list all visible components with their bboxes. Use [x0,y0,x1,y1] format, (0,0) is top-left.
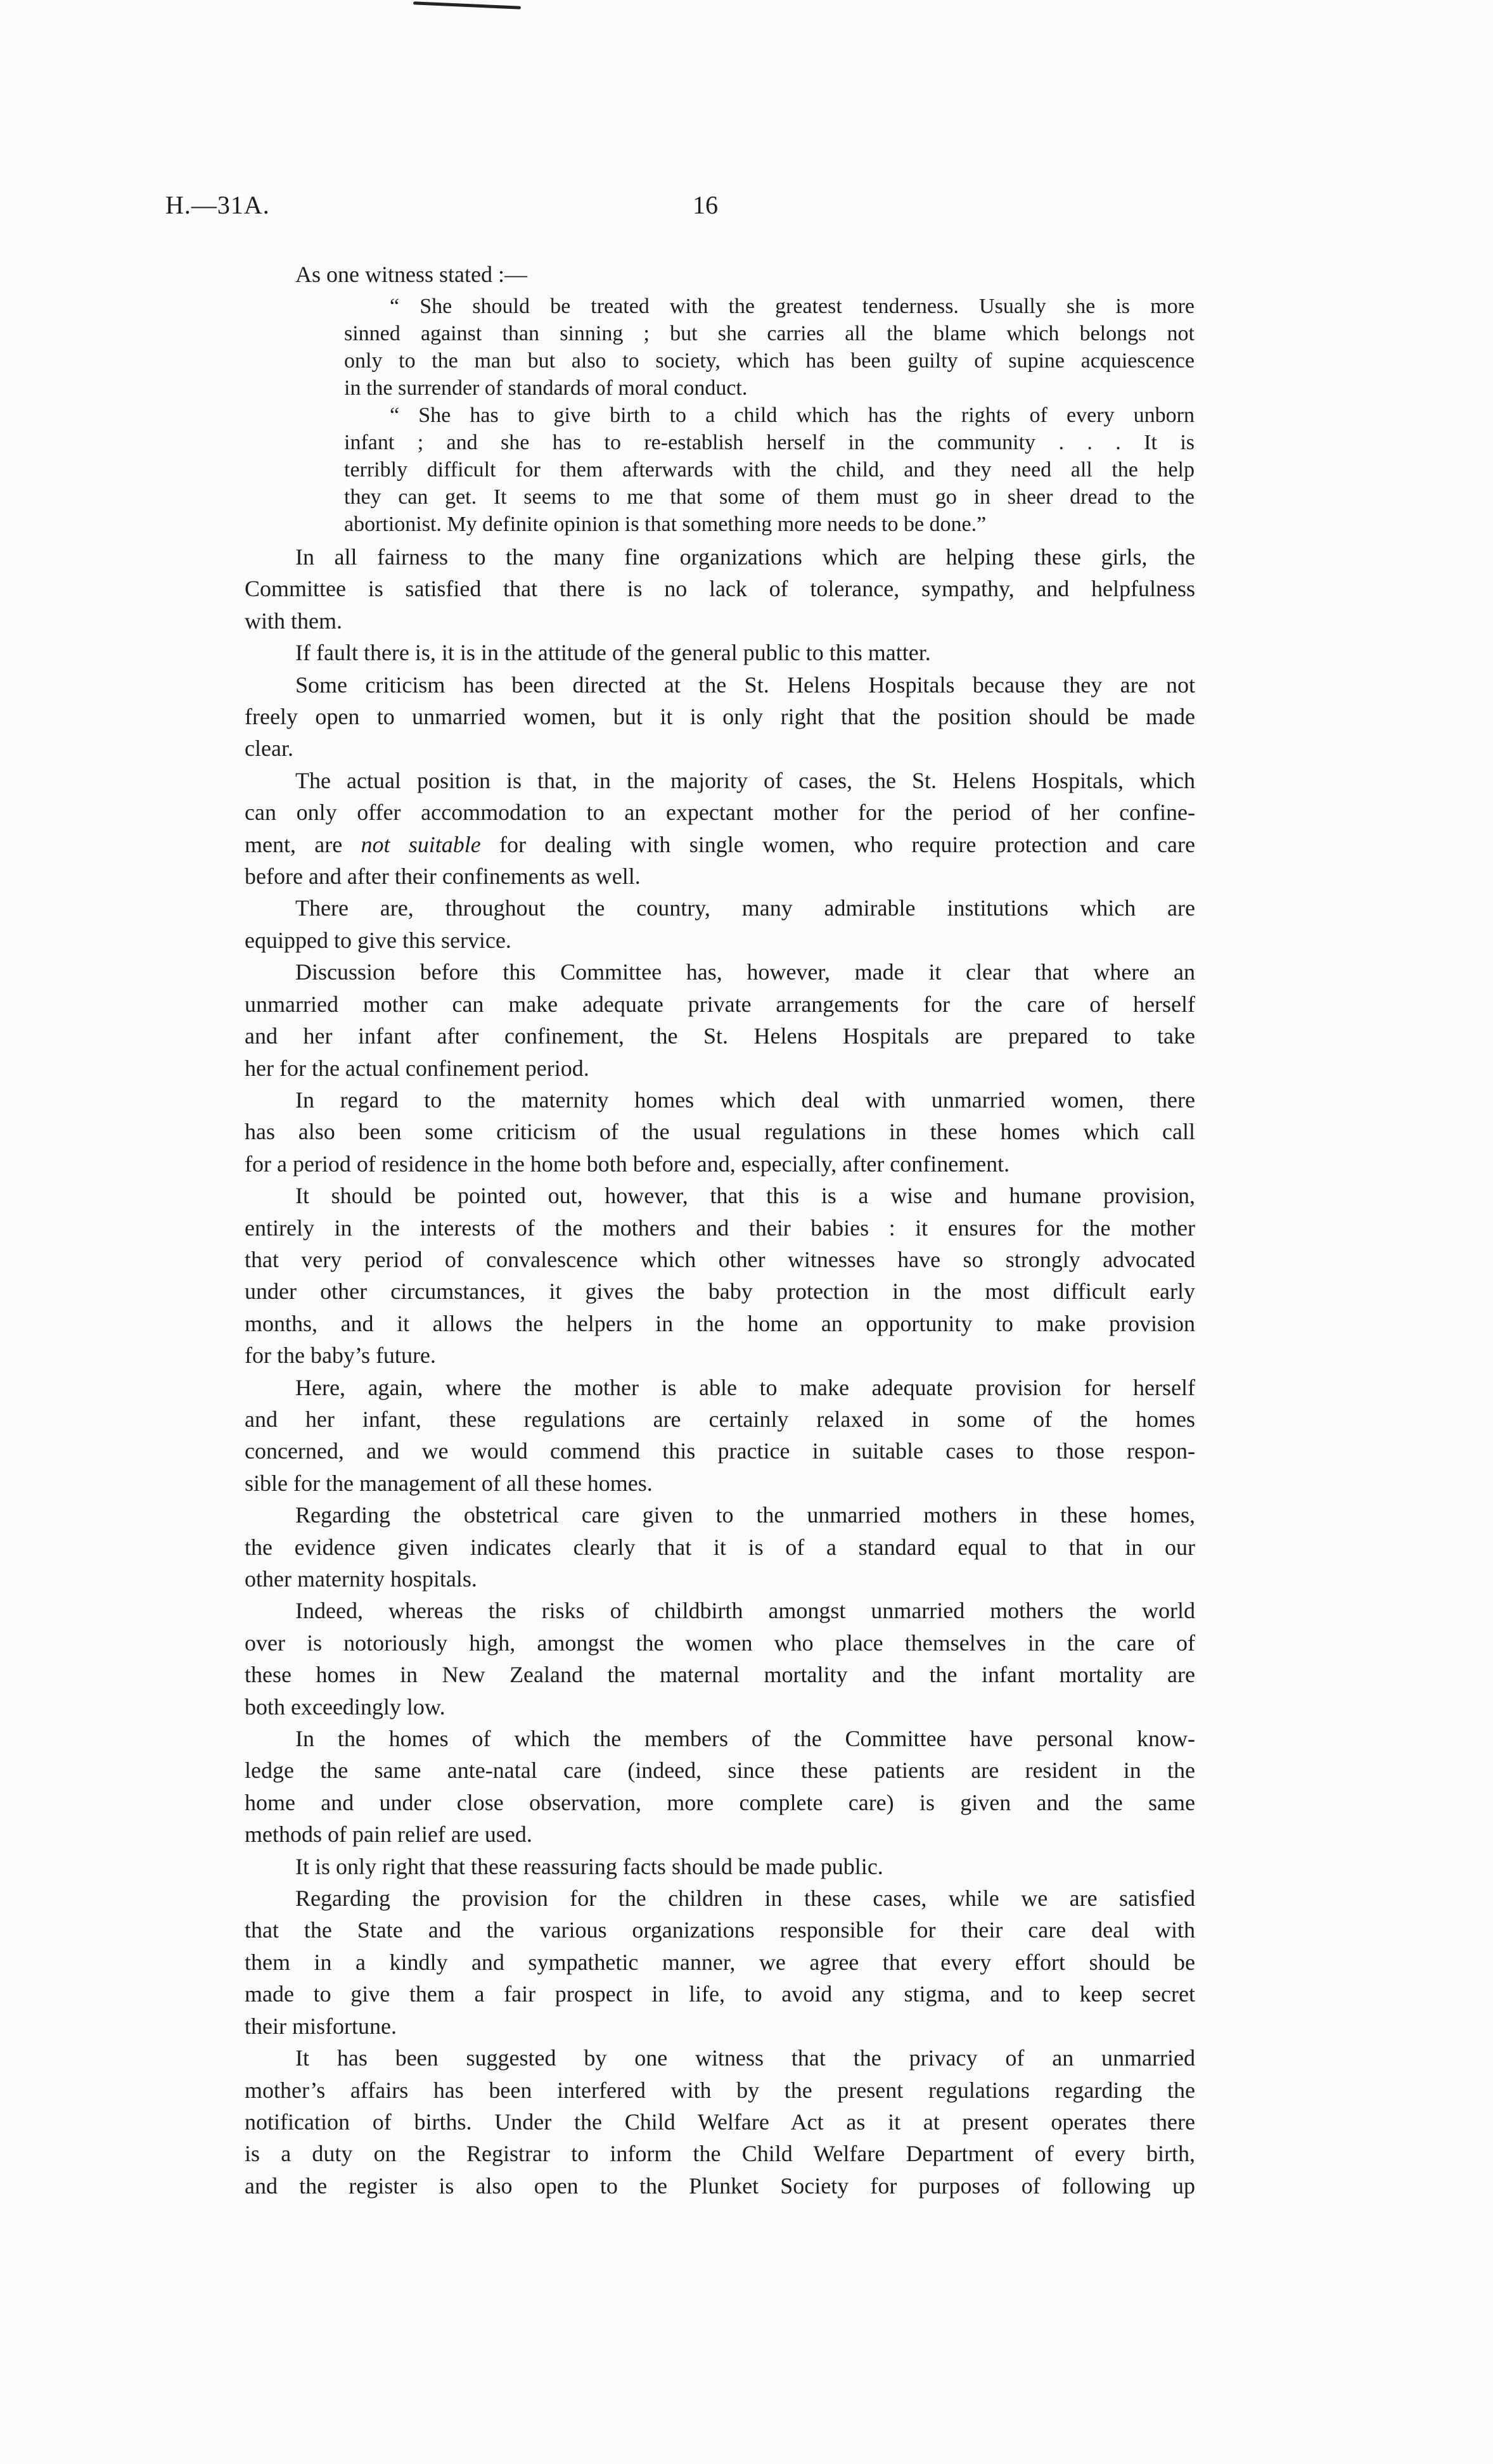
body-paragraph [245,765,1195,893]
body-paragraph [245,1882,1195,2042]
quote-line: terribly difficult for them afterwards with the child, and they need all the help [344,458,1195,482]
quote-line: infant ; and she has to re-establish herself in the community . . . It is [344,431,1195,454]
body-line: both exceedingly low. [245,1694,445,1720]
body-line: them in a kindly and sympathetic manner, we agree that every effort should be [245,1949,1195,1975]
quote-line: “ She should be treated with the greatest tenderness. Usually she is more [390,295,1195,318]
body-line: the evidence given indicates clearly that it is of a standard equal to that in our [245,1534,1195,1560]
body-line: mother’s affairs has been interfered with by the present regulations regarding the [245,2077,1195,2103]
body-line: with them. [245,608,342,634]
body-paragraph [245,1084,1195,1180]
body-line: It should be pointed out, however, that this is a wise and humane provision, [295,1183,1195,1209]
body-line: There are, throughout the country, many admirable institutions which are [295,895,1195,921]
body-line: entirely in the interests of the mothers and their babies : it ensures for the mother [245,1215,1195,1241]
body-line: unmarried mother can make adequate private arrangements for the care of herself [245,991,1195,1017]
body-line: their misfortune. [245,2013,397,2039]
body-paragraph [245,1499,1195,1595]
body-paragraph [245,1851,1195,1882]
body-line: Indeed, whereas the risks of childbirth amongst unmarried mothers the world [295,1598,1195,1624]
body-line: It has been suggested by one witness that the privacy of an unmarried [295,2045,1195,2071]
body-line [245,829,1195,860]
body-line: In the homes of which the members of the Committee have personal know- [295,1726,1195,1752]
body-line: and the register is also open to the Plunket Society for purposes of following up [245,2173,1195,2199]
scan-mark [413,1,521,9]
body-line: Committee is satisfied that there is no lack of tolerance, sympathy, and helpfulness [245,576,1195,602]
page-body [245,259,1195,2202]
body-line: clear. [245,736,293,762]
quote-paragraph [344,293,1195,402]
body-line: concerned, and we would commend this practice in suitable cases to those respon- [245,1438,1195,1464]
body-line: Regarding the obstetrical care given to the unmarried mothers in these homes, [295,1502,1195,1528]
body-line: Discussion before this Committee has, however, made it clear that where an [295,959,1195,985]
body-line: is a duty on the Registrar to inform the Child Welfare Department of every birth, [245,2141,1195,2167]
body-line: ledge the same ante-natal care (indeed, since these patients are resident in the [245,1758,1195,1784]
quote-paragraph [344,402,1195,538]
quote-introduction: As one witness stated :— [295,262,527,287]
document-number: H.—31A. [165,191,270,219]
body-line: Regarding the provision for the children in these cases, while we are satisfied [295,1886,1195,1912]
body-line: over is notoriously high, amongst the women who place themselves in the care of [245,1630,1195,1656]
body-paragraph [245,1180,1195,1371]
body-line: home and under close observation, more complete care) is given and the same [245,1789,1195,1815]
body-line: that the State and the various organizations responsible for their care deal with [245,1917,1195,1943]
body-paragraph [245,892,1195,956]
quote-line: “ She has to give birth to a child which has the rights of every unborn [390,404,1195,427]
body-line: methods of pain relief are used. [245,1822,532,1848]
body-line: that very period of convalescence which other witnesses have so strongly advocated [245,1246,1195,1272]
body-line: In all fairness to the many fine organizations which are helping these girls, the [295,544,1195,570]
witness-quotation [344,293,1195,538]
body-line: for the baby’s future. [245,1343,436,1369]
quote-line: sinned against than sinning ; but she carries all the blame which belongs not [344,322,1195,345]
quote-line: in the surrender of standards of moral conduct. [344,376,748,400]
body-line: these homes in New Zealand the maternal mortality and the infant mortality are [245,1662,1195,1688]
body-paragraph [245,1372,1195,1500]
body-line: freely open to unmarried women, but it is only right that the position should be made [245,704,1195,730]
line-text-segment: for dealing with single women, who require protection and care [480,831,1196,857]
body-line: sible for the management of all these homes. [245,1470,653,1496]
body-paragraph [245,541,1195,637]
body-line: under other circumstances, it gives the baby protection in the most difficult early [245,1279,1195,1305]
body-line: In regard to the maternity homes which deal with unmarried women, there [295,1087,1195,1113]
body-text [245,541,1195,2202]
body-line: and her infant, these regulations are certainly relaxed in some of the homes [245,1406,1195,1432]
body-paragraph [245,637,1195,668]
body-paragraph [245,2042,1195,2202]
body-line: months, and it allows the helpers in the home an opportunity to make provision [245,1310,1195,1336]
body-line: notification of births. Under the Child Welfare Act as it at present operates there [245,2109,1195,2135]
body-line: made to give them a fair prospect in life, to avoid any stigma, and to keep secret [245,1981,1195,2007]
body-line: The actual position is that, in the majority of cases, the St. Helens Hospitals, which [295,767,1195,793]
body-line: and her infant after confinement, the St. Helens Hospitals are prepared to take [245,1023,1195,1049]
body-line: before and after their confinements as well. [245,864,641,890]
emphasized-text: not suitable [361,831,481,857]
body-line: Some criticism has been directed at the St. Helens Hospitals because they are not [295,672,1195,698]
body-paragraph [245,1723,1195,1851]
body-paragraph [245,1595,1195,1723]
line-text-segment: ment, are [245,831,361,857]
body-line: for a period of residence in the home both before and, especially, after confinement. [245,1151,1010,1177]
body-line: other maternity hospitals. [245,1566,477,1592]
body-line: equipped to give this service. [245,927,511,953]
body-line: has also been some criticism of the usual regulations in these homes which call [245,1119,1195,1145]
body-line: It is only right that these reassuring facts should be made public. [295,1853,883,1879]
quote-line: they can get. It seems to me that some of them must go in sheer dread to the [344,485,1195,509]
body-paragraph [245,956,1195,1084]
body-line: If fault there is, it is in the attitude of the general public to this matter. [295,640,931,666]
body-line: can only offer accommodation to an expectant mother for the period of her confine- [245,800,1195,826]
body-paragraph [245,669,1195,765]
page-number: 16 [693,191,718,219]
quote-line: only to the man but also to society, which has been guilty of supine acquiescence [344,349,1195,373]
body-line: her for the actual confinement period. [245,1055,589,1081]
body-line: Here, again, where the mother is able to make adequate provision for herself [295,1374,1195,1400]
quote-line: abortionist. My definite opinion is that something more needs to be done.” [344,513,987,536]
